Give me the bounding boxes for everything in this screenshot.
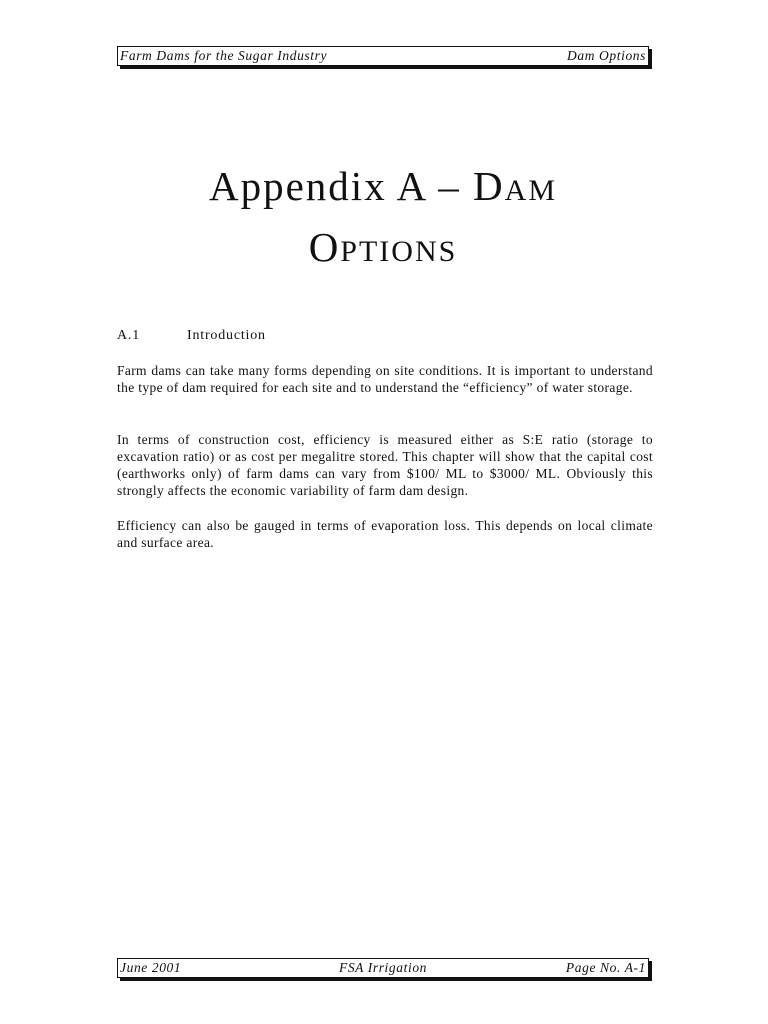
paragraph-3: Efficiency can also be gauged in terms of evaporation loss. This depends on local climate and surface area.: [117, 518, 653, 550]
title-line-1-smallcaps: AM: [504, 174, 557, 207]
section-number: A.1: [117, 328, 141, 343]
footer-page-number: Page No. A-1: [565, 960, 646, 975]
page-title: [117, 158, 649, 280]
header-chapter-title: Dam Options: [567, 48, 646, 63]
running-footer: [117, 958, 649, 978]
footer-date: June 2001: [120, 960, 182, 975]
paragraph-1: Farm dams can take many forms depending on site conditions. It is important to understand the type of dam required for each site and to understand the “efficiency” of water storage.: [117, 363, 653, 395]
title-line-2-smallcaps: PTIONS: [340, 235, 458, 268]
section-heading: [117, 328, 266, 344]
title-line-1-prefix: Appendix A – D: [209, 163, 505, 209]
title-line-2-prefix: O: [308, 224, 341, 270]
running-header: [117, 46, 649, 66]
title-line-1: [209, 163, 557, 209]
title-line-2: [309, 224, 458, 270]
section-title: Introduction: [187, 328, 266, 343]
paragraph-2: In terms of construction cost, efficiency is measured either as S:E ratio (storage to excavation ratio) or as cost per megalitre stored. This chapter will show that the capital cost (earthworks only) of farm dams can vary from $100/ ML to $3000/ ML. Obviously this strongly affects the economic variability of farm dam design.: [117, 432, 653, 498]
footer-organization: FSA Irrigation: [338, 960, 428, 975]
header-document-title: Farm Dams for the Sugar Industry: [120, 48, 328, 63]
